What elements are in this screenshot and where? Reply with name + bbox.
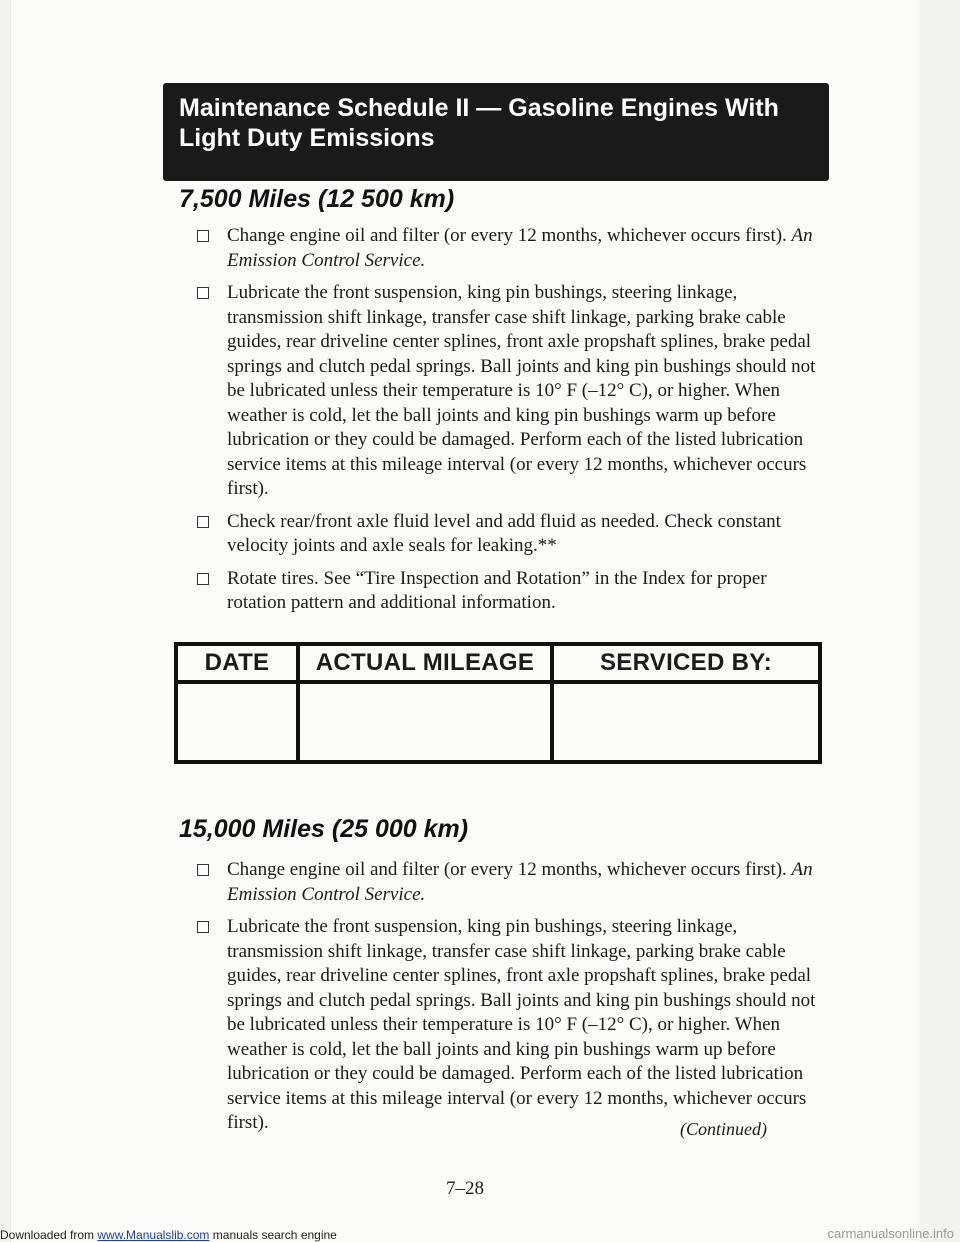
checkbox-icon[interactable] [197, 287, 209, 299]
checklist-15000 [197, 858, 827, 1144]
item-text: Rotate tires. See “Tire Inspection and Rotation” in the Index for proper rotation pattern and additional information. [227, 567, 767, 613]
section-title-7500: 7,500 Miles (12 500 km) [179, 185, 455, 213]
serviced-by-cell[interactable] [552, 682, 820, 762]
footer-suffix: manuals search engine [209, 1228, 337, 1242]
footer-prefix: Downloaded from [0, 1228, 98, 1242]
item-text: Change engine oil and filter (or every 12 months, whichever occurs first). [227, 225, 792, 246]
manual-page [10, 0, 919, 1242]
item-text: Check rear/front axle fluid level and add fluid as needed. Check constant velocity joints and axle seals for leaking.** [227, 510, 781, 556]
site-watermark: carmanualsonline.info [827, 1226, 954, 1241]
service-log-table [174, 642, 822, 764]
section-title-15000: 15,000 Miles (25 000 km) [179, 815, 469, 843]
checklist-item [197, 281, 827, 502]
date-cell[interactable] [176, 682, 298, 762]
date-column-header: DATE [176, 644, 298, 682]
item-emphasis: An Emission Control Service. [227, 859, 813, 905]
checklist-item [197, 224, 827, 273]
manualslib-link[interactable]: www.Manualslib.com [97, 1228, 210, 1242]
table-header-row [176, 644, 820, 682]
page-header-banner [163, 83, 829, 181]
header-title-line2: Light Duty Emissions [179, 124, 435, 152]
item-text: Change engine oil and filter (or every 12 months, whichever occurs first). [227, 859, 792, 880]
checkbox-icon[interactable] [197, 516, 209, 528]
table-row [176, 682, 820, 762]
checklist-item [197, 510, 827, 559]
checklist-item [197, 915, 827, 1136]
checkbox-icon[interactable] [197, 230, 209, 242]
checkbox-icon[interactable] [197, 864, 209, 876]
checkbox-icon[interactable] [197, 921, 209, 933]
download-footer [0, 1228, 337, 1242]
actual-mileage-column-header: ACTUAL MILEAGE [298, 644, 552, 682]
actual-mileage-cell[interactable] [298, 682, 552, 762]
item-text: Lubricate the front suspension, king pin bushings, steering linkage, transmission shift linkage, transfer case shift linkage, parking brake cable guides, rear driveline center splines, front axle propshaft splines, brake pedal springs and clutch pedal springs. Ball joints and king pin bushings should not be lubricated unless their temperature is 10° F (–12° C), or higher. When weather is cold, let the ball joints and king pin bushings warm up before lubrication or they could be damaged. Perform each of the listed lubrication service items at this mileage interval (or every 12 months, whichever occurs first). [227, 282, 816, 499]
item-emphasis: An Emission Control Service. [227, 225, 813, 271]
header-title-line1: Maintenance Schedule II — Gasoline Engines With [179, 94, 779, 122]
page-number: 7–28 [446, 1178, 484, 1199]
checkbox-icon[interactable] [197, 573, 209, 585]
checklist-item [197, 858, 827, 907]
continued-label: (Continued) [680, 1119, 767, 1139]
serviced-by-column-header: SERVICED BY: [552, 644, 820, 682]
checklist-item [197, 567, 827, 616]
item-text: Lubricate the front suspension, king pin bushings, steering linkage, transmission shift linkage, transfer case shift linkage, parking brake cable guides, rear driveline center splines, front axle propshaft splines, brake pedal springs and clutch pedal springs. Ball joints and king pin bushings should not be lubricated unless their temperature is 10° F (–12° C), or higher. When weather is cold, let the ball joints and king pin bushings warm up before lubrication or they could be damaged. Perform each of the listed lubrication service items at this mileage interval (or every 12 months, whichever occurs first). [227, 916, 816, 1133]
checklist-7500 [197, 224, 827, 624]
